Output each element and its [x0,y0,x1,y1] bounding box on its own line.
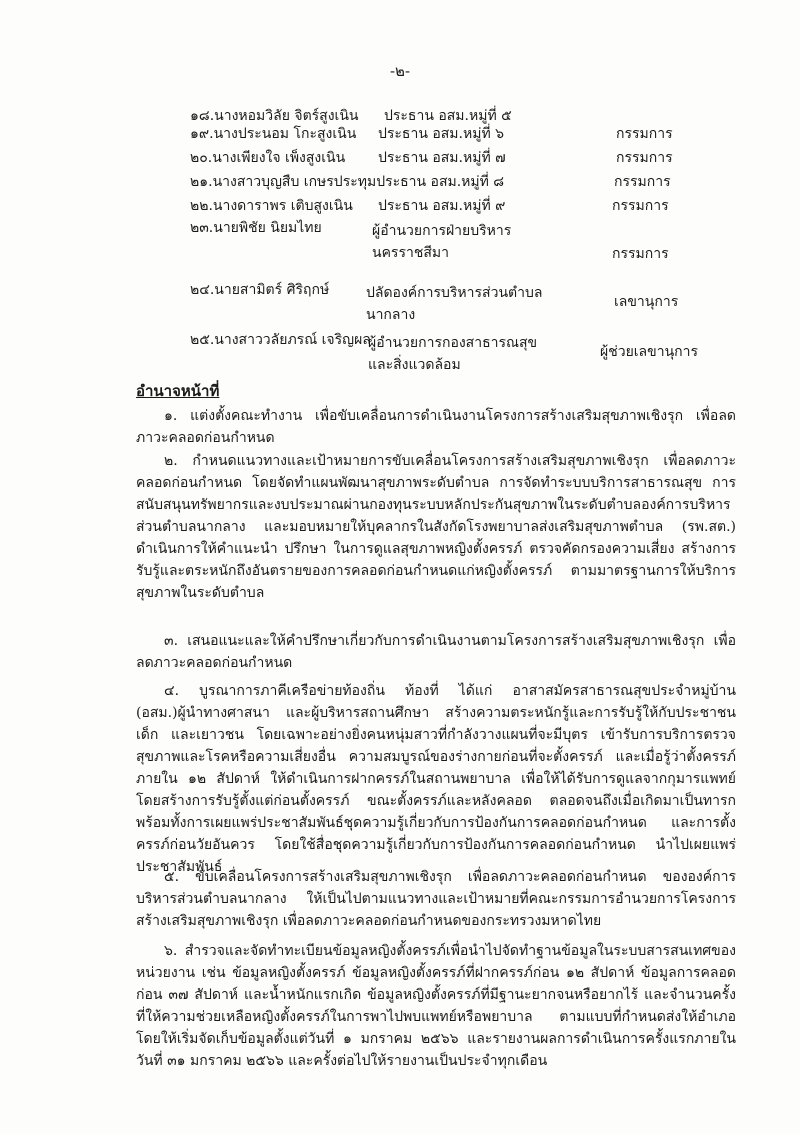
member-name: ๒๔.นายสามิตร์ ศิริฤกษ์ [190,282,330,298]
member-role: กรรมการ [612,246,669,262]
member-name: ๒๒.นางดาราพร เติบสูงเนิน [190,198,353,214]
member-position: ประธาน อสม.หมู่ที่ ๖ [378,126,505,142]
page-number: -๒- [389,62,411,80]
member-name: ๒๐.นางเพียงใจ เพ็งสูงเนิน [190,150,346,166]
member-position: ประธาน อสม.หมู่ที่ ๗ [378,150,506,166]
duties-heading: อำนาจหน้าที่ [136,382,220,400]
duty-paragraph: ๓. เสนอแนะและให้คำปรึกษาเกี่ยวกับการดำเนินงานตามโครงการสร้างเสริมสุขภาพเชิงรุก เพื่อลดภาวะคลอดก่อนกำหนด [136,633,736,671]
member-position: ผู้อำนวยการกองสาธารณสุข และสิ่งแวดล้อม [368,335,538,373]
member-name: ๒๕.นางสาววลัยภรณ์ เจริญผล [190,332,371,348]
duty-paragraph: ๒. กำหนดแนวทางและเป้าหมายการขับเคลื่อนโครงการสร้างเสริมสุขภาพเชิงรุก เพื่อลดภาวะคลอดก่อนกำหนด โดยจัดทำแผนพัฒนาสุขภาพระดับตำบล การจัดทำระบบบริการสาธารณสุข การสนับสนุนทรัพยากรและงบประมาณผ่านกองทุนระบบหลักประกันสุขภาพในระดับตำบลองค์การบริหารส่วนตำบลนากลาง และมอบหมายให้บุคลากรในสังกัดโรงพยาบาลส่งเสริมสุขภาพตำบล (รพ.สต.) ดำเนินการให้คำแนะนำ ปรึกษา ในการดูแลสุขภาพหญิงตั้งครรภ์ ตรวจคัดกรองความเสี่ยง สร้างการรับรู้และตระหนักถึงอันตรายของการคลอดก่อนกำหนดแก่หญิงตั้งครรภ์ ตามมาตรฐานการให้บริการสุขภาพในระดับตำบล [136,453,736,601]
member-role: กรรมการ [616,126,673,142]
duty-paragraph: ๖. สำรวจและจัดทำทะเบียนข้อมูลหญิงตั้งครรภ์เพื่อนำไปจัดทำฐานข้อมูลในระบบสารสนเทศของหน่วยงาน เช่น ข้อมูลหญิงตั้งครรภ์ ข้อมูลหญิงตั้งครรภ์ที่ฝากครรภ์ก่อน ๑๒ สัปดาห์ ข้อมูลการคลอดก่อน ๓๗ สัปดาห์ และน้ำหนักแรกเกิด ข้อมูลหญิงตั้งครรภ์ที่มีฐานะยากจนหรือยากไร้ และจำนวนครั้งที่ให้ความช่วยเหลือหญิงตั้งครรภ์ในการพาไปพบแพทย์หรือพยาบาล ตามแบบที่กำหนดส่งให้อำเภอ โดยให้เริ่มจัดเก็บข้อมูลตั้งแต่วันที่ ๑ มกราคม ๒๕๖๖ และรายงานผลการดำเนินการครั้งแรกภายในวันที่ ๓๑ มกราคม ๒๕๖๖ และครั้งต่อไปให้รายงานเป็นประจำทุกเดือน [136,943,736,1069]
member-role: กรรมการ [612,198,669,214]
member-name: ๑๙.นางประนอม โกะสูงเนิน [190,126,357,142]
member-position: ประธาน อสม.หมู่ที่ ๕ [384,108,512,124]
duty-paragraph: ๑. แต่งตั้งคณะทำงาน เพื่อขับเคลื่อนการดำเนินงานโครงการสร้างเสริมสุขภาพเชิงรุก เพื่อลดภาวะคลอดก่อนกำหนด [136,408,736,446]
member-role: ผู้ช่วยเลขานุการ [600,344,698,360]
member-role: กรรมการ [616,150,673,166]
member-position: ประธาน อสม.หมู่ที่ ๙ [378,198,506,214]
duty-paragraph: ๕. ขับเคลื่อนโครงการสร้างเสริมสุขภาพเชิงรุก เพื่อลดภาวะคลอดก่อนกำหนด ขององค์การบริหารส่วนตำบลนากลาง ให้เป็นไปตามแนวทางและเป้าหมายที่คณะกรรมการอำนวยการโครงการสร้างเสริมสุขภาพเชิงรุก เพื่อลดภาวะคลอดก่อนกำหนดของกระทรวงมหาดไทย [136,869,736,929]
member-position: ปลัดองค์การบริหารส่วนตำบล นากลาง [366,285,543,323]
member-position: ผู้อำนวยการฝ่ายบริหาร นครราชสีมา [372,223,512,261]
member-name: ๒๑.นางสาวบุญสืบ เกษรประทุมประธาน อสม.หมู่ที่ ๘ [190,174,505,190]
member-role: เลขานุการ [614,294,679,310]
duty-paragraph: ๔. บูรณาการภาคีเครือข่ายท้องถิ่น ท้องที่ ได้แก่ อาสาสมัครสาธารณสุขประจำหมู่บ้าน (อสม.)ผู้นำทางศาสนา และผู้บริหารสถานศึกษา สร้างความตระหนักรู้และการรับรู้ให้กับประชาชน เด็ก และเยาวชน โดยเฉพาะอย่างยิ่งคนหนุ่มสาวที่กำลังวางแผนที่จะมีบุตร เข้ารับการบริการตรวจสุขภาพและโรคหรือความเสี่ยงอื่น ความสมบูรณ์ของร่างกายก่อนที่จะตั้งครรภ์ และเมื่อรู้ว่าตั้งครรภ์ภายใน ๑๒ สัปดาห์ ให้ดำเนินการฝากครรภ์ในสถานพยาบาล เพื่อให้ได้รับการดูแลจากกุมารแพทย์ โดยสร้างการรับรู้ตั้งแต่ก่อนตั้งครรภ์ ขณะตั้งครรภ์และหลังคลอด ตลอดจนถึงเมื่อเกิดมาเป็นทารก พร้อมทั้งการเผยแพร่ประชาสัมพันธ์ชุดความรู้เกี่ยวกับการป้องกันการคลอดก่อนกำหนด และการตั้งครรภ์ก่อนวัยอันควร โดยใช้สื่อชุดความรู้เกี่ยวกับการป้องกันการคลอดก่อนกำหนด นำไปเผยแพร่ประชาสัมพันธ์ [136,683,736,875]
member-name: ๒๓.นายพิชัย นิยมไทย [190,220,322,236]
member-role: กรรมการ [614,174,671,190]
member-name: ๑๘.นางหอมวิลัย จิตร์สูงเนิน [190,108,359,124]
